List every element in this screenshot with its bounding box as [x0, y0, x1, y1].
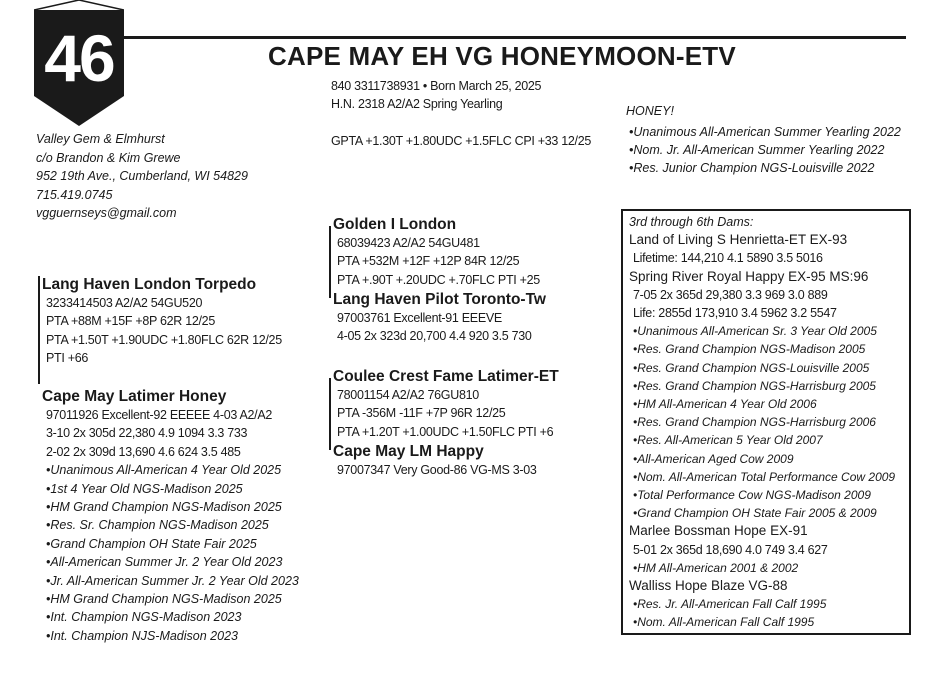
- sire-pti-line: PTI +66: [46, 351, 89, 366]
- consignor-phone: 715.419.0745: [36, 187, 113, 202]
- dam-award: •Unanimous All-American 4 Year Old 2025: [46, 463, 282, 478]
- dam-award: •Grand Champion OH State Fair 2025: [46, 536, 257, 551]
- honey-award: •Unanimous All-American Summer Yearling 2022: [629, 125, 901, 139]
- dam-sire-name: Coulee Crest Fame Latimer-ET: [333, 368, 559, 385]
- sire-pta-line: PTA +88M +15F +8P 62R 12/25: [46, 314, 215, 329]
- dam-dam-id-line: 97007347 Very Good-86 VG-MS 3-03: [337, 463, 537, 477]
- dam-sire-pta-type-line: PTA +1.20T +1.00UDC +1.50FLC PTI +6: [337, 424, 554, 439]
- fourth-dam-award: •Grand Champion OH State Fair 2005 & 2009: [633, 506, 877, 521]
- consignor-info: [36, 130, 248, 223]
- sire-dam-record-line: 4-05 2x 323d 20,700 4.4 920 3.5 730: [337, 329, 532, 344]
- dam-block: [42, 387, 299, 645]
- dam-record-line: 2-02 2x 309d 13,690 4.6 624 3.5 485: [46, 444, 241, 459]
- dam-name: Cape May Latimer Honey: [42, 388, 227, 405]
- honey-award: •Nom. Jr. All-American Summer Yearling 2022: [629, 143, 885, 157]
- dam-award: •Int. Champion NJS-Madison 2023: [46, 628, 238, 643]
- fourth-dam-award: •Res. All-American 5 Year Old 2007: [633, 433, 823, 448]
- fourth-dam-award: •Res. Grand Champion NGS-Harrisburg 2005: [633, 378, 876, 393]
- dam-award: •Int. Champion NGS-Madison 2023: [46, 610, 242, 625]
- dam-award: •Jr. All-American Summer Jr. 2 Year Old 2023: [46, 573, 299, 588]
- consignor-address: 952 19th Ave., Cumberland, WI 54829: [36, 169, 248, 184]
- registration-line: 840 3311738931 • Born March 25, 2025: [331, 79, 542, 93]
- fourth-dam-name: Spring River Royal Happy EX-95 MS:96: [629, 268, 869, 284]
- sire-dam-name: Lang Haven Pilot Toronto-Tw: [333, 291, 546, 308]
- fourth-dam-award: •All-American Aged Cow 2009: [633, 451, 794, 466]
- fifth-dam-name: Marlee Bossman Hope EX-91: [629, 523, 808, 539]
- fourth-dam-award: •Unanimous All-American Sr. 3 Year Old 2005: [633, 324, 877, 339]
- consignor-email: vgguernseys@gmail.com: [36, 206, 177, 221]
- extended-dams-list: [629, 213, 895, 632]
- third-dam-name: Land of Living S Henrietta-ET EX-93: [629, 232, 848, 248]
- pedigree-bracket: [329, 226, 331, 298]
- pedigree-bracket: [329, 378, 331, 450]
- lot-number: 46: [44, 21, 114, 95]
- sire-sire-block: [333, 215, 540, 289]
- dam-sire-pta-line: PTA -356M -11F +7P 96R 12/25: [337, 406, 506, 421]
- fifth-dam-record: 5-01 2x 365d 18,690 4.0 749 3.4 627: [633, 542, 828, 557]
- honey-title: HONEY!: [626, 104, 674, 118]
- honey-award: •Res. Junior Champion NGS-Louisville 2022: [629, 161, 875, 175]
- fourth-dam-award: •Res. Grand Champion NGS-Harrisburg 2006: [633, 415, 876, 430]
- honey-awards: [626, 102, 901, 177]
- fourth-dam-award: •HM All-American 4 Year Old 2006: [633, 397, 817, 412]
- dam-dam-name: Cape May LM Happy: [333, 443, 484, 460]
- fourth-dam-award: •Total Performance Cow NGS-Madison 2009: [633, 488, 871, 503]
- dam-sire-block: [333, 367, 559, 441]
- dam-award: •HM Grand Champion NGS-Madison 2025: [46, 500, 282, 515]
- herd-number-line: H.N. 2318 A2/A2 Spring Yearling: [331, 97, 503, 111]
- sire-dam-id-line: 97003761 Excellent-91 EEEVE: [337, 311, 502, 325]
- dam-id-line: 97011926 Excellent-92 EEEEE 4-03 A2/A2: [46, 408, 273, 422]
- dam-sire-id-line: 78001154 A2/A2 76GU810: [337, 388, 479, 402]
- header-rule: [124, 36, 906, 39]
- fourth-dam-award: •Res. Grand Champion NGS-Louisville 2005: [633, 360, 870, 375]
- consignor-contact: c/o Brandon & Kim Grewe: [36, 150, 181, 165]
- fourth-dam-award: •Nom. All-American Total Performance Cow 2009: [633, 469, 896, 484]
- fifth-dam-award: •HM All-American 2001 & 2002: [633, 560, 799, 575]
- dam-award: •HM Grand Champion NGS-Madison 2025: [46, 592, 282, 607]
- dam-record-line: 3-10 2x 305d 22,380 4.9 1094 3.3 733: [46, 426, 248, 441]
- sixth-dam-name: Walliss Hope Blaze VG-88: [629, 578, 788, 594]
- third-dam-record: Lifetime: 144,210 4.1 5890 3.5 5016: [633, 251, 823, 266]
- dam-award: •1st 4 Year Old NGS-Madison 2025: [46, 481, 243, 496]
- sire-pta-type-line: PTA +1.50T +1.90UDC +1.80FLC 62R 12/25: [46, 332, 282, 347]
- dams-title: 3rd through 6th Dams:: [629, 215, 754, 229]
- sire-sire-name: Golden I London: [333, 216, 457, 233]
- consignor-farm: Valley Gem & Elmhurst: [36, 132, 165, 146]
- sire-sire-id-line: 68039423 A2/A2 54GU481: [337, 236, 480, 250]
- fourth-dam-record: 7-05 2x 365d 29,380 3.3 969 3.0 889: [633, 287, 828, 302]
- animal-title: CAPE MAY EH VG HONEYMOON-ETV: [268, 41, 736, 71]
- dam-award: •Res. Sr. Champion NGS-Madison 2025: [46, 518, 269, 533]
- sire-block: [42, 275, 282, 368]
- sire-id-line: 3233414503 A2/A2 54GU520: [46, 296, 203, 310]
- fourth-dam-award: •Res. Grand Champion NGS-Madison 2005: [633, 342, 866, 357]
- dam-dam-block: [333, 442, 537, 479]
- sixth-dam-award: •Nom. All-American Fall Calf 1995: [633, 615, 815, 630]
- fourth-dam-lifetime: Life: 2855d 173,910 3.4 5962 3.2 5547: [633, 306, 837, 321]
- sire-sire-pta-type-line: PTA +.90T +.20UDC +.70FLC PTI +25: [337, 272, 540, 287]
- sire-name: Lang Haven London Torpedo: [42, 276, 257, 293]
- pedigree-bracket: [38, 276, 40, 384]
- sire-sire-pta-line: PTA +532M +12F +12P 84R 12/25: [337, 254, 520, 269]
- genomics-line: GPTA +1.30T +1.80UDC +1.5FLC CPI +33 12/25: [331, 134, 592, 148]
- dam-award: •All-American Summer Jr. 2 Year Old 2023: [46, 555, 283, 570]
- sire-dam-block: [333, 290, 546, 346]
- sixth-dam-award: •Res. Jr. All-American Fall Calf 1995: [633, 597, 827, 612]
